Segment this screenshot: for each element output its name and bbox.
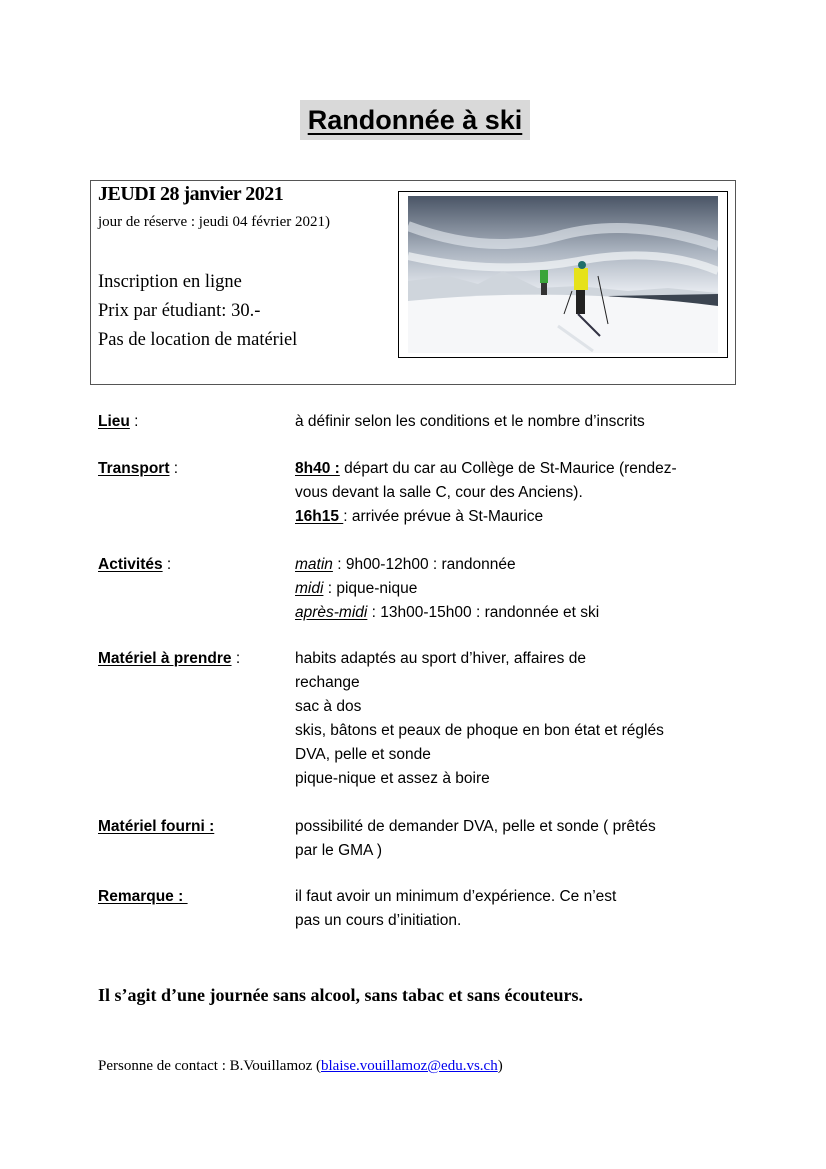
departure-text-cont: vous devant la salle C, cour des Anciens). (295, 484, 583, 501)
materiel-fourni-label: Matériel fourni : (98, 818, 215, 835)
event-date: JEUDI 28 janvier 2021 (98, 183, 284, 205)
activity-item (295, 553, 735, 577)
contact-suffix: ) (497, 1058, 503, 1074)
materiel-prendre-sep: : (231, 650, 241, 667)
activity-text: : 9h00-12h00 : randonnée (332, 556, 516, 573)
departure-time: 8h40 : (295, 460, 340, 477)
list-item: sac à dos (295, 698, 362, 715)
activity-text: : pique-nique (323, 580, 418, 597)
photo-frame (398, 191, 728, 358)
activites-label: Activités (98, 556, 163, 573)
event-details (98, 268, 297, 355)
lieu-sep: : (129, 413, 139, 430)
departure-text: départ du car au Collège de St-Maurice (rendez- (339, 460, 677, 477)
lieu-label: Lieu (98, 413, 130, 430)
activites-sep: : (162, 556, 172, 573)
text-line: il faut avoir un minimum d’expérience. Ce n’est (295, 888, 617, 905)
remarque-label: Remarque : (98, 888, 188, 905)
page-title: Randonnée à ski (300, 100, 530, 140)
activity-text: : 13h00-15h00 : randonnée et ski (367, 604, 600, 621)
text-line: possibilité de demander DVA, pelle et sonde ( prêtés (295, 818, 656, 835)
transport-label: Transport (98, 460, 170, 477)
list-item: DVA, pelle et sonde (295, 746, 431, 763)
activity-key: matin (295, 556, 333, 573)
list-item: habits adaptés au sport d’hiver, affaires de (295, 650, 586, 667)
text-line: par le GMA ) (295, 842, 382, 859)
lieu-value: à définir selon les conditions et le nombre d’inscrits (295, 413, 645, 430)
ski-touring-photo (408, 196, 718, 353)
arrival-text: : arrivée prévue à St-Maurice (343, 508, 544, 525)
registration-info: Inscription en ligne (98, 272, 242, 292)
activity-item (295, 577, 735, 601)
price-info: Prix par étudiant: 30.- (98, 301, 261, 321)
activity-key: midi (295, 580, 324, 597)
contact-prefix: Personne de contact : B.Vouillamoz ( (98, 1058, 322, 1074)
rental-info: Pas de location de matériel (98, 330, 298, 350)
activity-item (295, 601, 735, 625)
arrival-time: 16h15 (295, 508, 344, 525)
list-item: pique-nique et assez à boire (295, 770, 490, 787)
materiel-prendre-label: Matériel à prendre (98, 650, 232, 667)
rules-notice: Il s’agit d’une journée sans alcool, sans tabac et sans écouteurs. (98, 985, 584, 1005)
reserve-date: jour de réserve : jeudi 04 février 2021) (98, 214, 330, 230)
list-item: rechange (295, 674, 360, 691)
transport-sep: : (169, 460, 179, 477)
activity-key: après-midi (295, 604, 368, 621)
contact-line (98, 1058, 503, 1075)
list-item: skis, bâtons et peaux de phoque en bon état et réglés (295, 722, 664, 739)
contact-email-link[interactable]: blaise.vouillamoz@edu.vs.ch (321, 1058, 498, 1074)
text-line: pas un cours d’initiation. (295, 912, 462, 929)
